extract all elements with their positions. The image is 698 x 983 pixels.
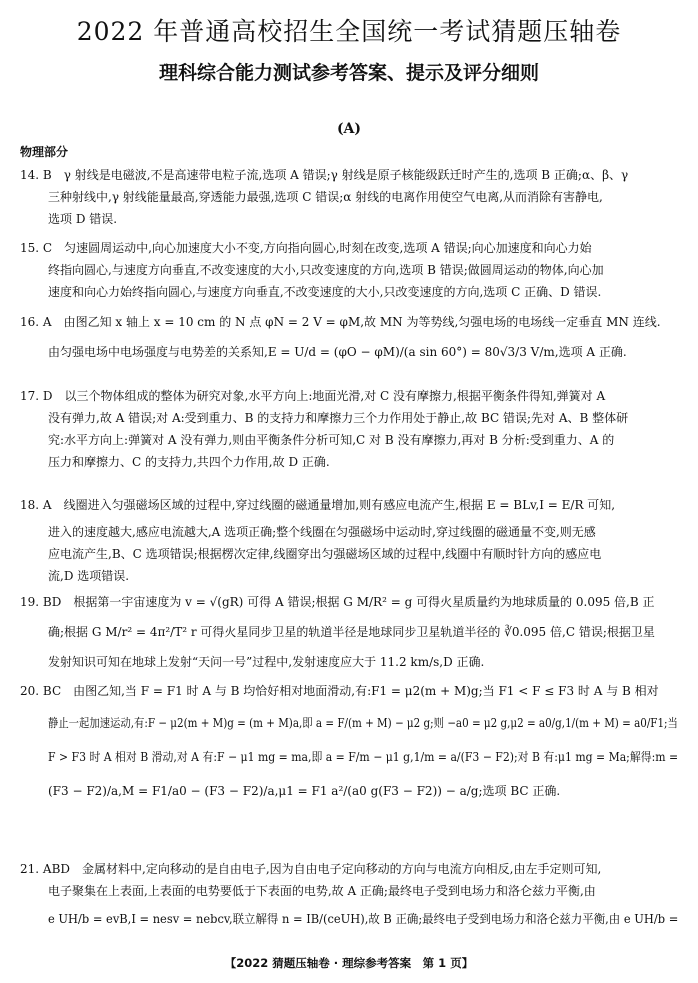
page-title: 2022 年普通高校招生全国统一考试猜题压轴卷 <box>76 17 622 46</box>
answer-line: F > F3 时 A 相对 B 滑动,对 A 有:F − μ1 mg = ma,即 a = F/m − μ1 g,1/m = a/(F3 − F2);对 B 有:μ1 mg = Ma;解得:m = <box>48 750 679 764</box>
answer-line: 压力和摩擦力、C 的支持力,共四个力作用,故 D 正确. <box>48 455 330 469</box>
paper-variant: (A) <box>336 121 362 137</box>
answer-line: 20. BC 由图乙知,当 F = F1 时 A 与 B 均恰好相对地面滑动,有:F1 = μ2(m + M)g;当 F1 < F ≤ F3 时 A 与 B 相对 <box>20 684 659 698</box>
answer-line: 进入的速度越大,感应电流越大,A 选项正确;整个线圈在匀强磁场中运动时,穿过线圈的磁通量不变,则无感 <box>48 525 596 539</box>
answer-line: 静止一起加速运动,有:F − μ2(m + M)g = (m + M)a,即 a = F/(m + M) − μ2 g;则 −a0 = μ2 g,μ2 = a0/g,1/(m + M) = a0/F1;当 <box>48 716 678 730</box>
answer-line: 三种射线中,γ 射线能量最高,穿透能力最强,选项 C 错误;α 射线的电离作用使空气电离,从而消除有害静电, <box>48 190 603 204</box>
answer-line: 发射知识可知在地球上发射“天问一号”过程中,发射速度应大于 11.2 km/s,D 正确. <box>48 655 485 669</box>
answer-line: 应电流产生,B、C 选项错误;根据楞次定律,线圈穿出匀强磁场区域的过程中,线圈中有顺时针方向的感应电 <box>48 547 602 561</box>
page-subtitle: 理科综合能力测试参考答案、提示及评分细则 <box>158 62 539 84</box>
answer-line: e UH/b = evB,I = nesv = nebcv,联立解得 n = IB/(ceUH),故 B 正确;最终电子受到电场力和洛仑兹力平衡,由 e UH/b = <box>48 912 679 926</box>
answer-line: 由匀强电场中电场强度与电势差的关系知,E = U/d = (φO − φM)/(a sin 60°) = 80√3/3 V/m,选项 A 正确. <box>48 345 627 359</box>
answer-line: 流,D 选项错误. <box>48 569 130 583</box>
answer-line: 速度和向心力始终指向圆心,与速度方向垂直,不改变速度的大小,只改变速度的方向,选项 C 正确、D 错误. <box>48 285 602 299</box>
answer-line: 没有弹力,故 A 错误;对 A:受到重力、B 的支持力和摩擦力三个力作用处于静止,故 BC 错误;先对 A、B 整体研 <box>48 411 629 425</box>
answer-line: (F3 − F2)/a,M = F1/a0 − (F3 − F2)/a,μ1 = F1 a²/(a0 g(F3 − F2)) − a/g;选项 BC 正确. <box>48 784 561 798</box>
answer-line: 终指向圆心,与速度方向垂直,不改变速度的大小,只改变速度的方向,选项 B 错误;做圆周运动的物体,向心加 <box>48 263 604 277</box>
answer-line: 确;根据 G M/r² = 4π²/T² r 可得火星同步卫星的轨道半径是地球同步卫星轨道半径的 ∛0.095 倍,C 错误;根据卫星 <box>48 625 655 639</box>
answer-line: 19. BD 根据第一宇宙速度为 v = √(gR) 可得 A 错误;根据 G M/R² = g 可得火星质量约为地球质量的 0.095 倍,B 正 <box>20 595 655 609</box>
answer-line: 14. B γ 射线是电磁波,不是高速带电粒子流,选项 A 错误;γ 射线是原子核能级跃迁时产生的,选项 B 正确;α、β、γ <box>20 168 629 182</box>
answer-line: 18. A 线圈进入匀强磁场区域的过程中,穿过线圈的磁通量增加,则有感应电流产生,根据 E = BLv,I = E/R 可知, <box>20 498 616 512</box>
answer-line: 15. C 匀速圆周运动中,向心加速度大小不变,方向指向圆心,时刻在改变,选项 A 错误;向心加速度和向心力始 <box>20 241 592 255</box>
answer-line: 17. D 以三个物体组成的整体为研究对象,水平方向上:地面光滑,对 C 没有摩擦力,根据平衡条件得知,弹簧对 A <box>20 389 606 403</box>
answer-line: 究:水平方向上:弹簧对 A 没有弹力,则由平衡条件分析可知,C 对 B 没有摩擦力,再对 B 分析:受到重力、A 的 <box>48 433 615 447</box>
page-footer: 【2022 猜题压轴卷 · 理综参考答案 第 1 页】 <box>224 956 474 970</box>
answer-line: 选项 D 错误. <box>48 212 118 226</box>
section-title: 物理部分 <box>20 145 69 159</box>
answer-line: 16. A 由图乙知 x 轴上 x = 10 cm 的 N 点 φN = 2 V = φM,故 MN 为等势线,匀强电场的电场线一定垂直 MN 连线. <box>20 315 661 329</box>
answer-line: 21. ABD 金属材料中,定向移动的是自由电子,因为自由电子定向移动的方向与电流方向相反,由左手定则可知, <box>20 862 602 876</box>
answer-line: 电子聚集在上表面,上表面的电势要低于下表面的电势,故 A 正确;最终电子受到电场力和洛仑兹力平衡,由 <box>48 884 596 898</box>
